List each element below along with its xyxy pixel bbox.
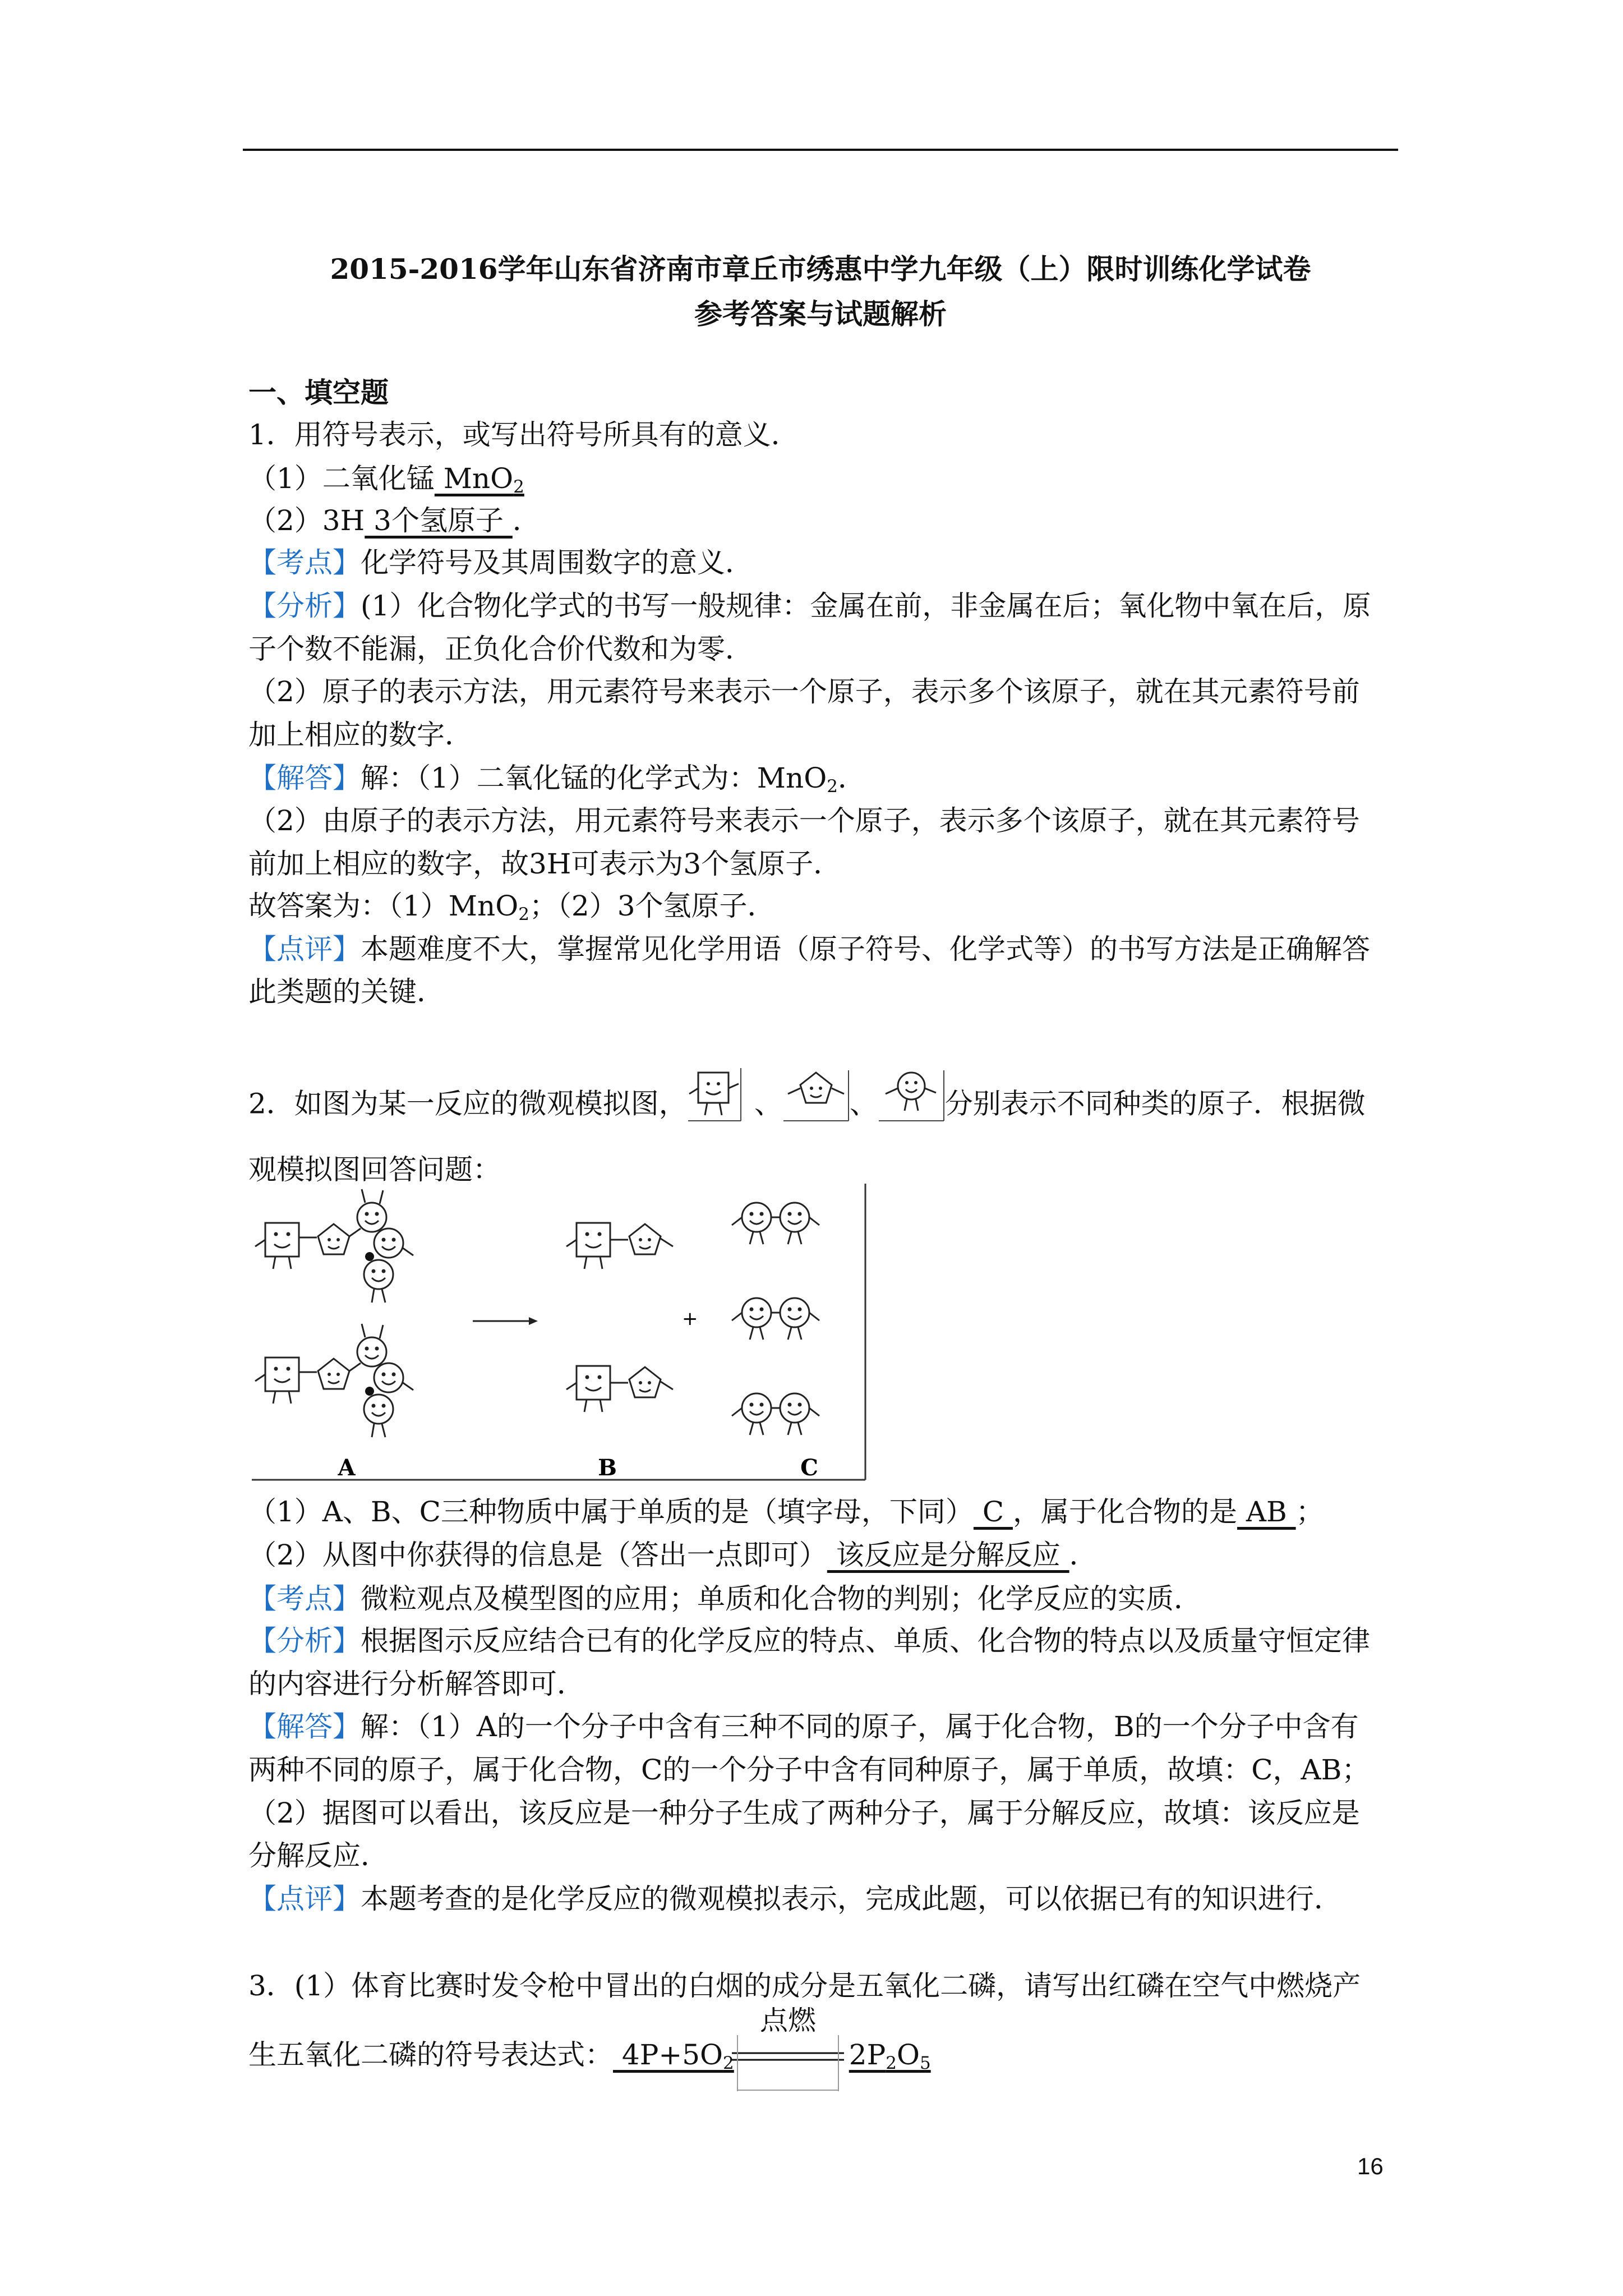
q2-jieda-2: 两种不同的原子，属于化合物，C的一个分子中含有同种原子，属于单质，故填：C，AB； (248, 1754, 1370, 1786)
q2-dianping: 【点评】本题考查的是化学反应的微观模拟表示，完成此题，可以依据已有的知识进行． (248, 1883, 1342, 1915)
pentagon-atom-icon (782, 1066, 850, 1146)
section-heading: 一、填空题 (248, 376, 389, 409)
header-rule (243, 149, 1398, 151)
reaction-condition (732, 2007, 844, 2093)
q1-stem: 1．用符号表示，或写出符号所具有的意义． (248, 418, 799, 451)
q1-part1 (248, 459, 524, 498)
q1-fenxi-3: （2）原子的表示方法，用元素符号来表示一个原子，表示多个该原子，就在其元素符号前 (248, 675, 1360, 708)
q2-part1: （1）A、B、C三种物质中属于单质的是（填字母，下同） C ，属于化合物的是 AB ； (248, 1496, 1324, 1528)
q2-stem-2: 观模拟图回答问题： (248, 1153, 501, 1186)
q1-fenxi: 【分析】(1）化合物化学式的书写一般规律：金属在前，非金属在后；氧化物中氧在后，原 (248, 590, 1371, 622)
q2-answer-element: C (973, 1496, 1013, 1528)
q1-jieda: 【解答】解：（1）二氧化锰的化学式为：MnO$_2$． (248, 762, 866, 797)
q2-kaodian: 【考点】微粒观点及模型图的应用；单质和化合物的判别；化学反应的实质． (248, 1582, 1202, 1615)
q1-kaodian: 【考点】化学符号及其周围数字的意义． (248, 546, 753, 579)
q2-jieda: 【解答】解：（1）A的一个分子中含有三种不同的原子，属于化合物，B的一个分子中含有 (248, 1710, 1359, 1743)
q2-jieda-3: （2）据图可以看出，该反应是一种分子生成了两种分子，属于分解反应，故填：该反应是 (248, 1797, 1360, 1829)
molecule-a-1 (255, 1189, 413, 1303)
q2-part2: （2）从图中你获得的信息是（答出一点即可） 该反应是分解反应 ． (248, 1539, 1098, 1571)
plus-sign: + (682, 1308, 698, 1330)
fenxi-tag: 【分析】 (248, 590, 361, 622)
molecule-b-1 (566, 1223, 673, 1269)
q1-answer: 故答案为：（1）MnO$_2$；（2）3个氢原子． (248, 890, 776, 924)
reaction-diagram (248, 1184, 877, 1483)
q1-dianping: 【点评】本题难度不大，掌握常见化学用语（原子符号、化学式等）的书写方法是正确解答 (248, 933, 1370, 965)
q1-fenxi-4: 加上相应的数字． (248, 719, 473, 751)
molecule-c-1 (732, 1203, 819, 1244)
jieda-tag: 【解答】 (248, 1710, 361, 1743)
page-number: 16 (1357, 2153, 1384, 2179)
square-atom-icon (687, 1066, 754, 1146)
q1-part2-answer: 3个氢原子 (365, 504, 513, 537)
q2-fenxi: 【分析】根据图示反应结合已有的化学反应的特点、单质、化合物的特点以及质量守恒定律 (248, 1625, 1370, 1657)
q3-equation-left: $4P+5O_2$ (613, 2039, 734, 2073)
q3-equation-right: $2P_2O_5$ (849, 2039, 931, 2073)
label-c: C (800, 1455, 818, 1481)
q1-part2-prompt: （2）3H (248, 504, 365, 537)
q1-part1-prompt: （1）二氧化锰 (248, 462, 435, 495)
q1-dianping-2: 此类题的关键． (248, 976, 445, 1008)
dianping-tag: 【点评】 (248, 933, 361, 965)
circle-atom-icon (878, 1066, 945, 1146)
q2-answer-compound: AB (1237, 1496, 1296, 1528)
molecule-c-2 (732, 1298, 819, 1340)
molecule-b-2 (566, 1366, 673, 1412)
reaction-arrow (473, 1317, 538, 1325)
q1-part2: （2）3H 3个氢原子 ． (248, 504, 541, 537)
doc-subtitle: 参考答案与试题解析 (694, 297, 947, 330)
dianping-tag: 【点评】 (248, 1883, 361, 1915)
q1-fenxi-2: 子个数不能漏，正负化合价代数和为零． (248, 633, 753, 665)
molecule-a-2 (255, 1324, 413, 1437)
kaodian-tag: 【考点】 (248, 546, 361, 579)
doc-title: 2015-2016学年山东省济南市章丘市绣惠中学九年级（上）限时训练化学试卷 (330, 252, 1311, 286)
condition-text: 点燃 (760, 2007, 816, 2036)
q2-stem: 2．如图为某一反应的微观模拟图， 、 、 分别表示不同种类的原子．根据微 (248, 1066, 1366, 1146)
label-b: B (598, 1455, 617, 1481)
molecule-c-3 (732, 1393, 819, 1435)
fenxi-tag: 【分析】 (248, 1625, 361, 1657)
q3-stem: 3．(1）体育比赛时发令枪中冒出的白烟的成分是五氧化二磷，请写出红磷在空气中燃烧产 (248, 1970, 1361, 2002)
q1-jieda-3: 前加上相应的数字，故3H可表示为3个氢原子． (248, 848, 842, 880)
q2-answer-info: 该反应是分解反应 (827, 1539, 1069, 1571)
q3-equation-line: 生五氧化二磷的符号表达式： $4P+5O_2$ $2P_2O_5$ (248, 2039, 931, 2073)
q2-fenxi-2: 的内容进行分析解答即可． (248, 1668, 585, 1700)
q2-jieda-4: 分解反应． (248, 1839, 389, 1872)
label-a: A (338, 1455, 356, 1481)
q1-jieda-2: （2）由原子的表示方法，用元素符号来表示一个原子，表示多个该原子，就在其元素符号 (248, 804, 1360, 837)
jieda-tag: 【解答】 (248, 762, 361, 794)
kaodian-tag: 【考点】 (248, 1582, 361, 1615)
q1-part1-answer: MnO$_2$ (434, 462, 524, 497)
